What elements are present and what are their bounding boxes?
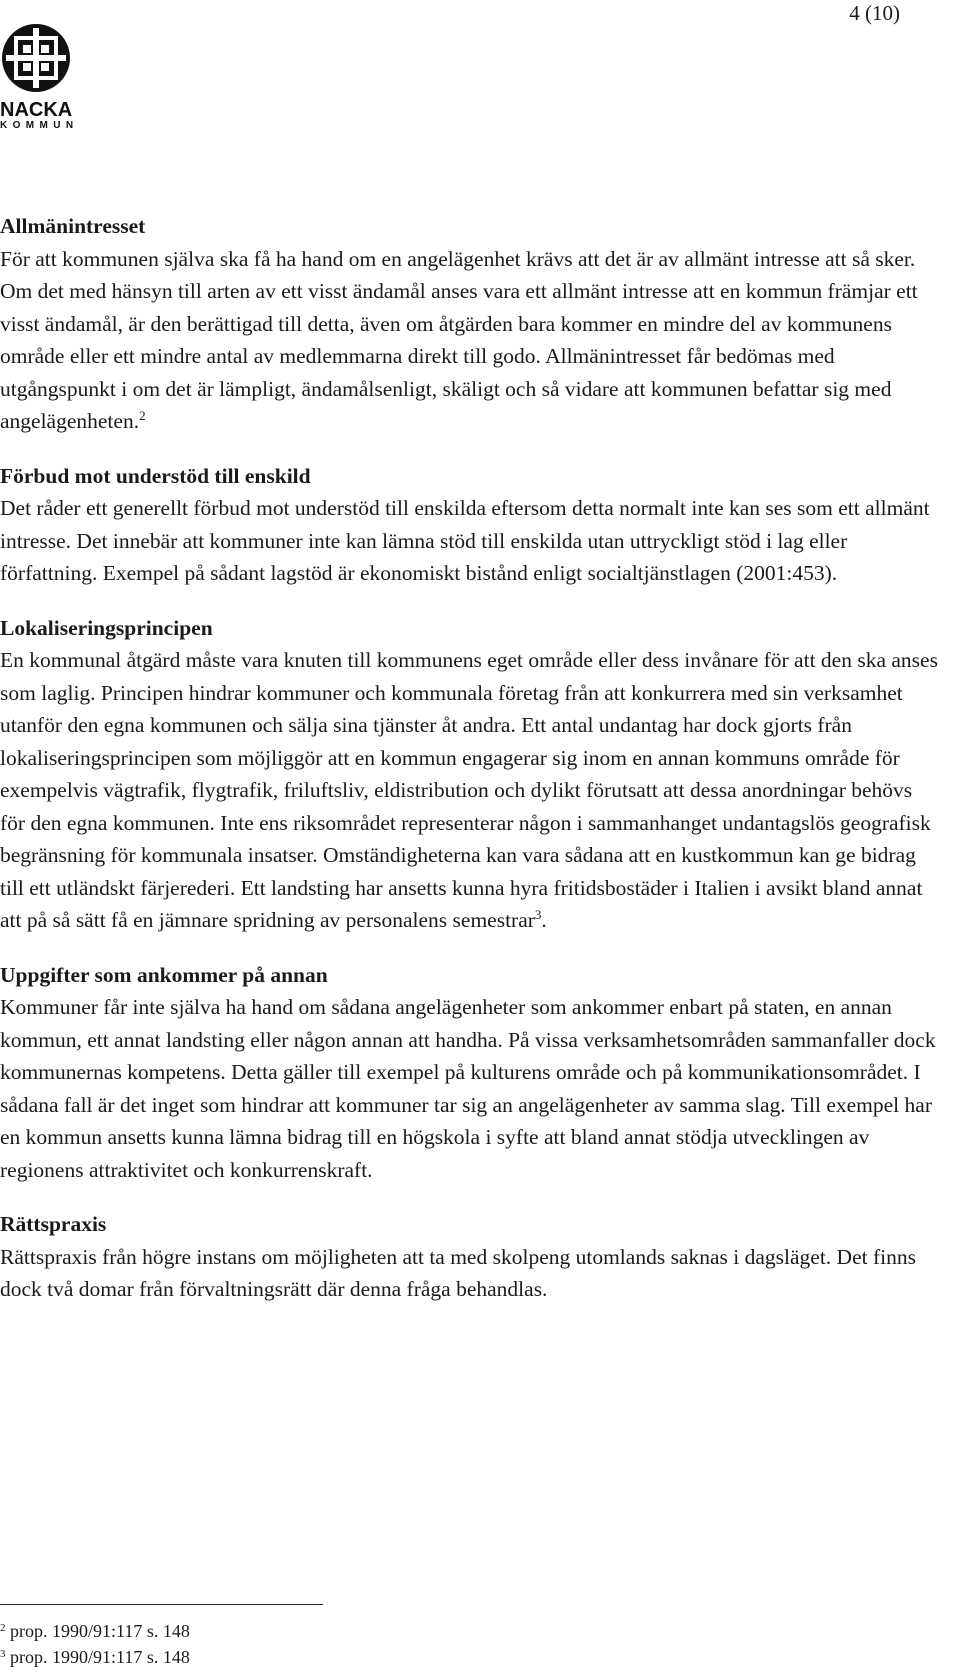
section-uppgifter xyxy=(0,959,940,1187)
section-paragraph xyxy=(0,492,940,590)
paragraph-text: Kommuner får inte själva ha hand om sådana angelägenheter som ankommer enbart på staten, en annan kommun, ett annat landsting eller någon annan att handha. På vissa verksamhetsområden sammanfaller dock kommunernas kompetens. Detta gäller till exempel på kulturens område och på kommunikationsområdet. I sådana fall är det inget som hindrar att kommuner tar sig an angelägenheter av samma slag. Till exempel har en kommun ansetts kunna lämna bidrag till en högskola i syfte att bland annat stödja utvecklingen av regionens attraktivitet och konkurrenskraft. xyxy=(0,995,936,1182)
footnote-ref: 3 xyxy=(534,907,542,922)
paragraph-text: En kommunal åtgärd måste vara knuten till kommunens eget område eller dess invånare för att den ska anses som laglig. Principen hindrar kommuner och kommunala företag från att konkurrera med sin verksamhet utanför den egna kommunen och sälja sina tjänster åt andra. Ett antal undantag har dock gjorts från lokaliseringsprincipen som möjliggör att en kommun engagerar sig inom en annan kommuns område för exempelvis vägtrafik, flygtrafik, friluftsliv, eldistribution och dylikt förutsatt att dessa anordningar behövs för den egna kommunen. Inte ens riksområdet representerar någon i sammanhanget undantagslös geografisk begränsning för kommunala insatser. Omständigheterna kan vara sådana att en kustkommun kan ge bidrag till ett utländskt färjerederi. Ett landsting har ansetts kunna hyra fritidsbostäder i Italien i avsikt bland annat att på så sätt få en jämnare spridning av personalens semestrar xyxy=(0,648,938,932)
section-forbud xyxy=(0,460,940,590)
section-paragraph xyxy=(0,243,940,438)
section-lokaliseringsprincipen xyxy=(0,612,940,937)
section-heading: Lokaliseringsprincipen xyxy=(0,615,213,640)
paragraph-text: För att kommunen själva ska få ha hand om en angelägenhet krävs att det är av allmänt intresse att så sker. Om det med hänsyn till arten av ett visst ändamål anses vara ett allmänt intresse att en kommun främjar ett visst ändamål, är den berättigad till detta, även om åtgärden bara kommer en mindre del av kommunens område eller ett mindre antal av medlemmarna direkt till godo. Allmänintresset får bedömas med utgångspunkt i om det är lämpligt, ändamålsenligt, skäligt och så vidare att kommunen befattar sig med angelägenheten. xyxy=(0,246,918,433)
page-number: 4 (10) xyxy=(849,1,900,25)
section-heading: Allmänintresset xyxy=(0,214,146,238)
paragraph-text-end: . xyxy=(541,908,547,932)
footnote-item xyxy=(0,1644,600,1670)
footnote-number: 3 xyxy=(0,1648,6,1660)
nacka-kommun-logo xyxy=(0,22,80,134)
section-paragraph xyxy=(0,644,940,937)
document-body xyxy=(0,210,940,1328)
logo-emblem-icon xyxy=(0,22,72,94)
paragraph-text: Det råder ett generellt förbud mot understöd till enskilda eftersom detta normalt inte kan ses som ett allmänt intresse. Det innebär att kommuner inte kan lämna stöd till enskilda utan uttryckligt stöd i lag eller författning. Exempel på sådant lagstöd är ekonomiskt bistånd enligt socialtjänstlagen (2001:453). xyxy=(0,496,930,585)
logo-name: NACKA xyxy=(0,99,73,121)
footnote-item xyxy=(0,1618,600,1644)
section-heading: Uppgifter som ankommer på annan xyxy=(0,962,328,987)
section-heading: Rättspraxis xyxy=(0,1212,107,1236)
paragraph-text: Rättspraxis från högre instans om möjligheten att ta med skolpeng utomlands saknas i dagsläget. Det finns dock två domar från förvaltningsrätt där denna fråga behandlas. xyxy=(0,1244,916,1301)
footnote-text: prop. 1990/91:117 s. 148 xyxy=(10,1621,190,1641)
section-paragraph xyxy=(0,1241,940,1306)
footnote-ref: 2 xyxy=(139,408,146,423)
section-paragraph xyxy=(0,991,940,1186)
section-rattspraxis xyxy=(0,1208,940,1306)
section-allmanintresset xyxy=(0,210,940,438)
section-heading: Förbud mot understöd till enskild xyxy=(0,463,311,488)
footnotes xyxy=(0,1618,600,1670)
footnote-number: 2 xyxy=(0,1622,6,1634)
footnote-text: prop. 1990/91:117 s. 148 xyxy=(10,1647,190,1667)
footnote-divider xyxy=(0,1604,323,1605)
logo-subtitle: KOMMUN xyxy=(0,120,79,131)
